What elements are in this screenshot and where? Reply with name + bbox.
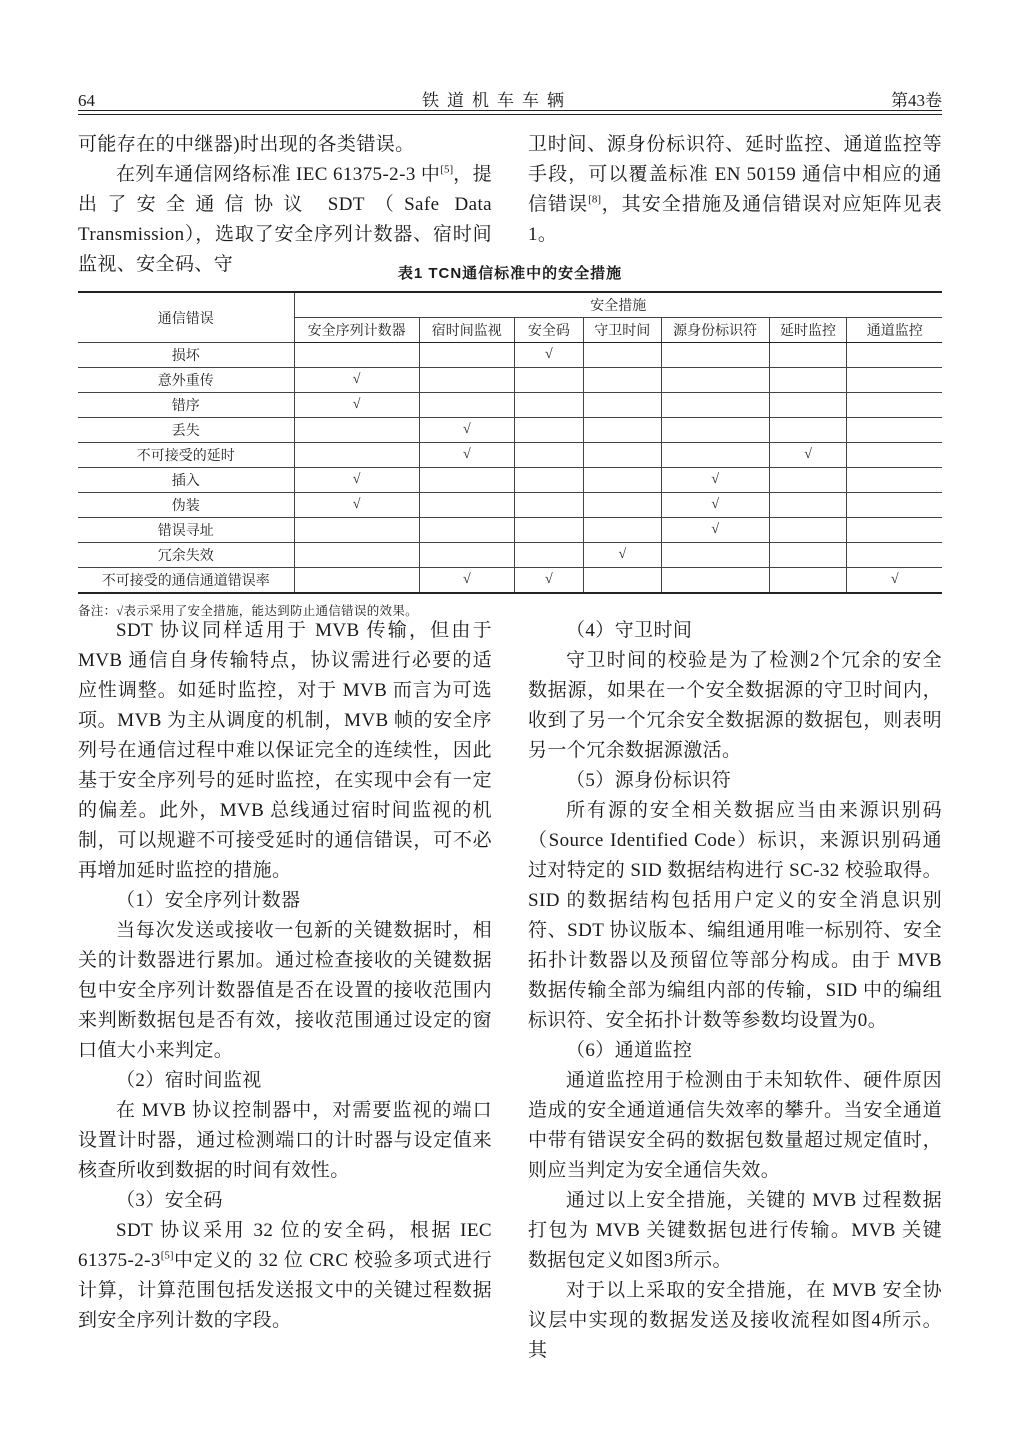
table-row <box>78 493 942 518</box>
paragraph: 可能存在的中继器)时出现的各类错误。 <box>78 134 415 155</box>
check-cell: √ <box>847 568 942 594</box>
check-cell: √ <box>294 468 419 493</box>
paragraph: 通道监控用于检测由于未知软件、硬件原因造成的安全通道通信失效率的攀升。当安全通道中带有错误安全码的数据包数量超过规定值时，则应当判定为安全通信失效。 <box>528 1070 942 1181</box>
check-cell <box>294 443 419 468</box>
check-cell <box>661 343 769 368</box>
paragraph: 当每次发送或接收一包新的关键数据时，相关的计数器进行累加。通过检查接收的关键数据包中安全序列计数器值是否在设置的接收范围内来判断数据包是否有效，接收范围通过设定的窗口值大小来判定。 <box>78 920 492 1061</box>
check-cell <box>661 368 769 393</box>
check-cell: √ <box>294 493 419 518</box>
error-cell: 不可接受的通信通道错误率 <box>78 568 294 594</box>
table-row <box>78 543 942 568</box>
check-cell <box>769 468 847 493</box>
paragraph: 在 MVB 协议控制器中，对需要监视的端口设置计时器，通过检测端口的计时器与设定值来核查所收到数据的时间有效性。 <box>78 1100 492 1181</box>
check-cell <box>514 518 583 543</box>
check-cell: √ <box>294 368 419 393</box>
check-cell <box>514 368 583 393</box>
check-cell <box>847 418 942 443</box>
check-cell: √ <box>769 443 847 468</box>
paragraph-text: 卫时间、源身份标识符、延时监控、通道监控等手段，可以覆盖标准 EN 50159 通信中相应的通信错误 <box>528 134 942 215</box>
column-header: 安全序列计数器 <box>294 318 419 343</box>
check-cell <box>769 568 847 594</box>
check-cell <box>419 368 514 393</box>
check-cell <box>583 393 661 418</box>
check-cell <box>583 493 661 518</box>
check-cell <box>661 568 769 594</box>
section-heading: （4）守卫时间 <box>566 620 693 641</box>
check-cell <box>847 543 942 568</box>
check-cell <box>769 418 847 443</box>
check-cell <box>419 468 514 493</box>
column-header: 通道监控 <box>847 318 942 343</box>
check-cell <box>769 393 847 418</box>
table-note: 备注：√表示采用了安全措施，能达到防止通信错误的效果。 <box>78 604 418 618</box>
check-cell <box>294 518 419 543</box>
page-number: 64 <box>78 91 95 110</box>
column-header-measures: 安全措施 <box>294 292 942 318</box>
check-cell <box>847 443 942 468</box>
check-cell <box>769 368 847 393</box>
check-cell: √ <box>419 418 514 443</box>
main-text-section <box>78 616 942 1366</box>
table-row <box>78 443 942 468</box>
table-row <box>78 568 942 594</box>
paragraph: SDT 协议同样适用于 MVB 传输，但由于 MVB 通信自身传输特点，协议需进行必要的适应性调整。如延时监控，对于 MVB 而言为可选项。MVB 为主从调度的机制，MVB 帧的安全序列号在通信过程中难以保证完全的连续性，因此基于安全序列号的延时监控，在实现中会有一定的偏差。此外，MVB 总线通过宿时间监视的机制，可以规避不可接受延时的通信错误，可不必再增加延时监控的措施。 <box>78 620 492 881</box>
paragraph: 守卫时间的校验是为了检测2个冗余的安全数据源，如果在一个安全数据源的守卫时间内，收到了另一个冗余安全数据源的数据包，则表明另一个冗余数据源激活。 <box>528 650 942 761</box>
page-header <box>78 86 942 111</box>
check-cell <box>294 343 419 368</box>
check-cell <box>583 418 661 443</box>
left-column <box>78 616 492 1366</box>
table-caption: 表1 TCN通信标准中的安全措施 <box>397 265 623 282</box>
error-cell: 错序 <box>78 393 294 418</box>
check-cell <box>294 568 419 594</box>
table-1-block <box>78 262 942 619</box>
check-cell <box>419 393 514 418</box>
check-cell: √ <box>661 468 769 493</box>
paragraph-text: 在列车通信网络标准 IEC 61375-2-3 中 <box>116 164 441 185</box>
check-cell <box>847 518 942 543</box>
check-cell: √ <box>661 518 769 543</box>
check-cell <box>583 368 661 393</box>
check-cell <box>583 443 661 468</box>
check-cell <box>419 343 514 368</box>
table-row <box>78 518 942 543</box>
check-cell <box>769 493 847 518</box>
citation-superscript: [5] <box>160 1249 174 1262</box>
column-header: 宿时间监视 <box>419 318 514 343</box>
column-header: 守卫时间 <box>583 318 661 343</box>
check-cell <box>583 568 661 594</box>
paragraph <box>78 1216 492 1336</box>
table-row <box>78 343 942 368</box>
table-row <box>78 468 942 493</box>
check-cell <box>419 543 514 568</box>
check-cell <box>847 343 942 368</box>
column-header: 延时监控 <box>769 318 847 343</box>
intro-left-column <box>78 130 492 280</box>
table-row <box>78 418 942 443</box>
section-heading: （3）安全码 <box>116 1190 223 1211</box>
check-cell <box>419 493 514 518</box>
check-cell <box>661 393 769 418</box>
paragraph-text: ，其安全措施及通信错误对应矩阵见表1。 <box>528 194 942 245</box>
section-heading: （5）源身份标识符 <box>566 770 732 791</box>
paragraph <box>528 130 942 250</box>
table-row <box>78 393 942 418</box>
table-row <box>78 368 942 393</box>
journal-title: 铁道机车车辆 <box>422 91 572 110</box>
table-header-row <box>78 292 942 318</box>
error-cell: 冗余失效 <box>78 543 294 568</box>
error-cell: 意外重传 <box>78 368 294 393</box>
error-cell: 伪装 <box>78 493 294 518</box>
check-cell: √ <box>419 443 514 468</box>
check-cell <box>294 418 419 443</box>
section-heading: （2）宿时间监视 <box>116 1070 262 1091</box>
citation-superscript: [8] <box>588 193 602 206</box>
check-cell <box>419 518 514 543</box>
column-header: 安全码 <box>514 318 583 343</box>
safety-measures-table <box>78 291 942 594</box>
check-cell <box>769 543 847 568</box>
check-cell <box>661 543 769 568</box>
check-cell: √ <box>661 493 769 518</box>
column-header: 源身份标识符 <box>661 318 769 343</box>
error-cell: 不可接受的延时 <box>78 443 294 468</box>
error-cell: 错误寻址 <box>78 518 294 543</box>
check-cell <box>583 468 661 493</box>
check-cell <box>294 543 419 568</box>
check-cell <box>514 543 583 568</box>
error-cell: 插入 <box>78 468 294 493</box>
check-cell <box>769 343 847 368</box>
error-cell: 损坏 <box>78 343 294 368</box>
check-cell: √ <box>514 343 583 368</box>
check-cell: √ <box>514 568 583 594</box>
check-cell <box>769 518 847 543</box>
volume-label: 第43卷 <box>891 91 942 110</box>
check-cell <box>514 493 583 518</box>
paragraph-text: ，提出了安全通信协议 SDT（Safe Data Transmission），选取了安全序列计数器、宿时间监视、安全码、守 <box>78 164 492 275</box>
check-cell <box>847 468 942 493</box>
error-cell: 丢失 <box>78 418 294 443</box>
check-cell <box>847 493 942 518</box>
check-cell <box>583 518 661 543</box>
right-column <box>528 616 942 1366</box>
check-cell: √ <box>294 393 419 418</box>
check-cell: √ <box>419 568 514 594</box>
paragraph: 对于以上采取的安全措施，在 MVB 安全协议层中实现的数据发送及接收流程如图4所示。其 <box>528 1280 942 1361</box>
paragraph: 所有源的安全相关数据应当由来源识别码（Source Identified Code）标识，来源识别码通过对特定的 SID 数据结构进行 SC-32 校验取得。SID 的数据结构包括用户定义的安全消息识别符、SDT 协议版本、编组通用唯一标别符、安全拓扑计数器以及预留位等部分构成。由于 MVB 数据传输全部为编组内部的传输，SID 中的编组标识符、安全拓扑计数等参数均设置为0。 <box>528 800 942 1031</box>
intro-section <box>78 130 942 280</box>
header-divider <box>78 110 942 115</box>
citation-superscript: [5] <box>440 163 454 176</box>
check-cell <box>583 343 661 368</box>
check-cell <box>847 368 942 393</box>
section-heading: （6）通道监控 <box>566 1040 693 1061</box>
intro-right-column <box>528 130 942 280</box>
check-cell <box>661 443 769 468</box>
check-cell <box>847 393 942 418</box>
paragraph-text: 中定义的 32 位 CRC 校验多项式进行计算，计算范围包括发送报文中的关键过程数据到安全序列计数的字段。 <box>78 1250 492 1331</box>
check-cell <box>514 468 583 493</box>
check-cell: √ <box>583 543 661 568</box>
check-cell <box>514 443 583 468</box>
paragraph: 通过以上安全措施，关键的 MVB 过程数据打包为 MVB 关键数据包进行传输。MVB 关键数据包定义如图3所示。 <box>528 1190 942 1271</box>
check-cell <box>661 418 769 443</box>
paragraph-text: SDT 协议采用 32 位的安全码，根据 IEC 61375-2-3 <box>78 1220 492 1271</box>
check-cell <box>514 393 583 418</box>
check-cell <box>514 418 583 443</box>
section-heading: （1）安全序列计数器 <box>116 890 301 911</box>
column-header-error: 通信错误 <box>78 292 294 343</box>
